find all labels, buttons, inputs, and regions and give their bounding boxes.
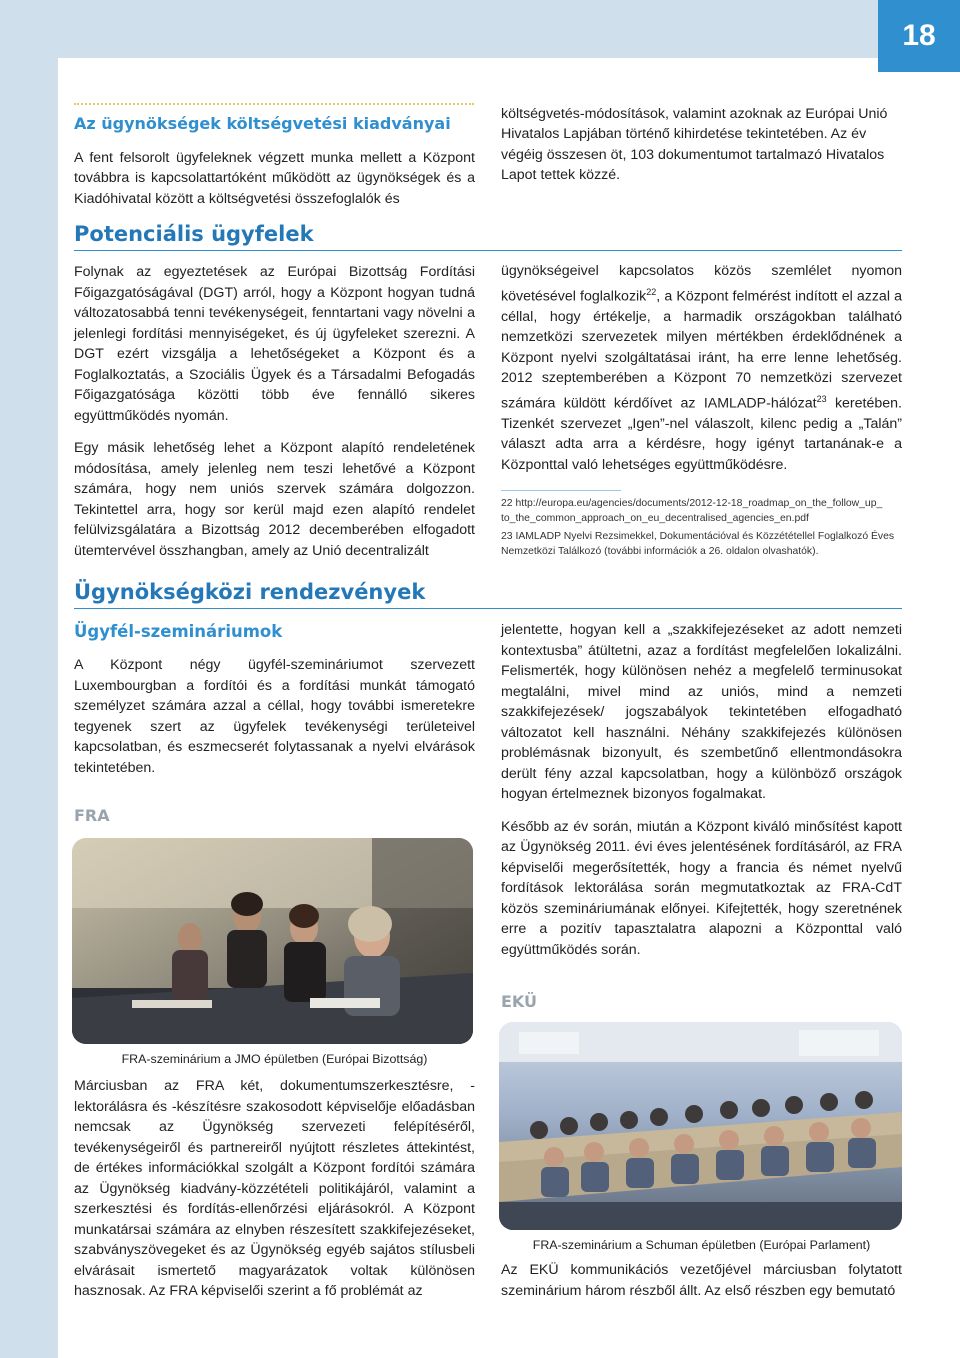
paragraph-eku-seminar: Az EKÜ kommunikációs vezetőjével márciusban folytatott szeminárium három részből állt. Az első részben egy bemutató xyxy=(501,1262,902,1299)
eku-seminar-photo-illustration xyxy=(499,1022,902,1230)
eku-photo-caption: FRA-szeminárium a Schuman épületben (Európai Parlament) xyxy=(532,1238,871,1252)
footnote-ref-23: 23 xyxy=(816,393,827,404)
page-number: 18 xyxy=(878,0,960,72)
top-dotted-divider xyxy=(74,103,474,105)
fra-label: FRA xyxy=(74,806,110,825)
paragraph-survey xyxy=(501,261,902,475)
paragraph-dgt: Folynak az egyeztetések az Európai Bizottság Fordítási Főigazgatóságával (DGT) arról, hogy a Központ hogyan tudná változatosabbá tenni tevékenységeit, fenntartani vagy növelni a jelenlegi fordítási mennyiségeket, és új ügyfeleket szerezni. A DGT ezért vizsgálja a lehetőségeket a Központ és a Foglalkoztatás, a Szociális Ügyek és a Társadalmi Befogadás Főigazgatósága közötti több éve fennálló sikeres együttműködés nyomán. xyxy=(74,264,475,424)
section-divider-interagency-events xyxy=(74,608,902,609)
eku-seminar-photo xyxy=(499,1022,902,1230)
paragraph-survey-part-b: , a Központ felmérést indított el azzal a céllal, hogy értékelje, a harmadik országokban található nemzetközi szervezetek milyen mértékben érdeklődnének a Központ nyelvi szolgáltatásai iránt, ha erre lenne lehetőség. 2012 szeptemberében a Központ 70 nemzetközi szervezet számára küldött kérdőívet az IAMLADP-hálózat xyxy=(501,288,902,412)
paragraph-terminology: jelentette, hogyan kell a „szakkifejezéseket az adott nemzeti kontextusba” átültetni, azaz a fordítást megfelelően lokalizálni. Felismerték, hogy különösen nehéz a megfelelő terminusokat megtalálni, mivel mind az uniós, mind a nemzeti szakkifejezések/ jogszabályok tekintetében elfogadható változatot kell használni. Néhány szakkifejezés különösen problémásnak bizonyult, és szembetűnő ellentmondásokra derült fény azzal kapcsolatban, hogy a különböző országok hogyan értelmeznek bizonyos fogalmakat. xyxy=(501,622,902,802)
section-title-interagency-events: Ügynökségközi rendezvények xyxy=(74,580,426,604)
eku-label: EKÜ xyxy=(501,992,538,1011)
section-title-budget-publications: Az ügynökségek költségvetési kiadványai xyxy=(74,114,451,133)
fra-seminar-photo-illustration xyxy=(72,838,473,1044)
section-divider-potential-clients xyxy=(74,250,902,251)
paragraph-later-year: Később az év során, miután a Központ kiváló minősítést kapott az Ügynökség 2011. évi éves jelentésének fordításáról, az FRA képviselői megerősítették, hogy a francia és német nyelvű fordítások lektorálása során megmutatkoztak az FRA-CdT közös szemináriumának előnyei. Kifejtették, hogy szeretnének erre a pozitív tapasztalatra alapozni a Központtal való együttműködés során. xyxy=(501,818,902,958)
footnote-ref-22: 22 xyxy=(646,286,657,297)
section-title-potential-clients: Potenciális ügyfelek xyxy=(74,222,314,246)
footnotes xyxy=(501,496,902,562)
potential-clients-left-text xyxy=(74,262,475,573)
paragraph-founding-regulation: Egy másik lehetőség lehet a Központ alapító rendeletének módosítása, amely jelenleg nem teszi lehetővé a Központ számára, hogy nem uniós szervek számára dolgozzon. Tekintettel arra, hogy sor kerül majd ezen alapító rendelet felülvizsgálatára a Bizottság 2012 decemberében elfogadott ütemtervével összhangban, amely az Unió decentralizált xyxy=(74,440,475,559)
fra-continued-text xyxy=(501,620,902,972)
paragraph-survey-part-a: ügynökségeivel kapcsolatos közös szemlélet nyomon követésével foglalkozik xyxy=(501,263,902,305)
paragraph-client-seminars: A Központ négy ügyfél-szemináriumot szervezett Luxembourgban a fordítói és a fordítási munkát támogató személyzet számára azzal a céllal, hogy további ismeretekre tegyenek szert az ügyfelek tevékenységi területeivel kapcsolatban, és eszmecserét folytassanak a nyelvi elvárások tekintetében. xyxy=(74,657,475,776)
subsection-title-client-seminars: Ügyfél-szemináriumok xyxy=(74,622,283,641)
fra-seminar-photo xyxy=(72,838,473,1044)
paragraph-budget-amendments: költségvetés-módosítások, valamint azoknak az Európai Unió Hivatalos Lapjában történő kihirdetése tekintetében. Az év végéig összesen öt, 103 dokumentumot tartalmazó Hivatalos Lapot tettek közzé. xyxy=(501,106,888,183)
paragraph-survey-part-c: keretében. Tizenkét szervezet „Igen”-nel válaszolt, kilenc pedig a „Talán” választ adta arra a kérdésre, hogy igényt tartanának-e a Központtal való lehetséges együttműködésre. xyxy=(501,395,902,473)
footnote-22: 22 http://europa.eu/agencies/documents/2012-12-18_roadmap_on_the_follow_up_ to_the_common_approach_on_eu_decentralised_agencies_en.pdf xyxy=(501,498,883,524)
footnote-divider xyxy=(501,490,621,491)
paragraph-fra-march: Márciusban az FRA két, dokumentumszerkesztésre, -lektorálásra és -készítésre szakosodott képviselője előadásban nemcsak az Ügynökség szervezeti felépítéséről, tevékenységeiről és partnereiről nyújtott részletes áttekintést, de értékes információkkal szolgált a Központ fordítói számára az Ügynökség kiadvány-közzétételi politikájáról, valamint a szerkesztési és fordítás-ellenőrzési eljárásokról. A Központ munkatársai számára az elnyben részesített szakkifejezéseket, szabványszövegeket és az Ügynökség egyéb sajátos stílusbeli elvárásait ismertető magyarázatok voltak különösen hasznosak. Az FRA képviselői szerint a fő problémát az xyxy=(74,1078,475,1299)
footnote-23: 23 IAMLADP Nyelvi Rezsimekkel, Dokumentációval és Közzététellel Foglalkozó Éves Nemzetközi Találkozó (további információk a 26. oldalon olvashatók). xyxy=(501,531,895,557)
fra-photo-caption: FRA-szeminárium a JMO épületben (Európai Bizottság) xyxy=(121,1052,428,1066)
paragraph-budget-publications: A fent felsorolt ügyfeleknek végzett munka mellett a Központ továbbra is kapcsolattartóként működött az ügynökségek és a Kiadóhivatal között a költségvetési összefoglalók és xyxy=(74,150,475,207)
